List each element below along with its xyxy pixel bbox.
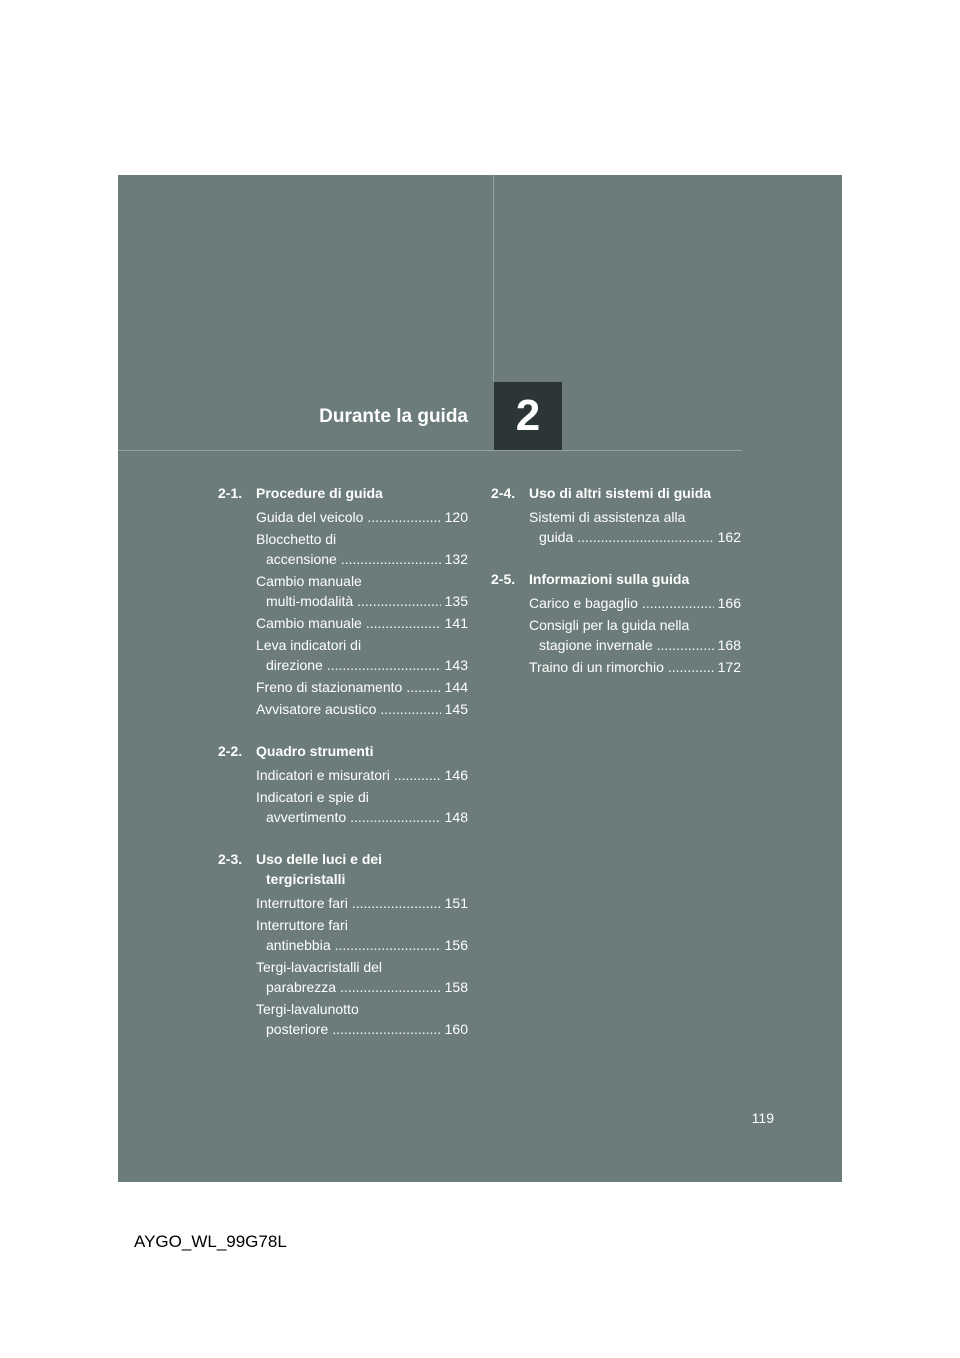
section-title (256, 849, 468, 889)
entry-title-line1: Indicatori e spie di (256, 789, 369, 805)
toc-entry[interactable] (256, 915, 468, 955)
dot-leader (668, 657, 714, 677)
entry-row (256, 893, 468, 913)
entry-page-number: 145 (444, 701, 468, 717)
section-number: 2-4. (491, 485, 516, 501)
entry-title: avvertimento (266, 809, 347, 825)
dot-leader (327, 655, 441, 675)
section-title-text: Quadro strumenti (256, 743, 374, 759)
entry-row (529, 635, 741, 655)
entry-row (256, 613, 468, 633)
entry-title: parabrezza (266, 979, 337, 995)
toc-section (491, 569, 741, 677)
entry-row (256, 935, 468, 955)
entry-title: multi-modalità (266, 593, 354, 609)
toc-section (491, 483, 741, 547)
section-title-text: Uso delle luci e dei (256, 851, 383, 867)
toc-section (218, 741, 468, 827)
entry-page-number: 156 (444, 937, 468, 953)
dot-leader (366, 613, 441, 633)
toc-entry[interactable] (529, 593, 741, 613)
toc-entry[interactable] (256, 999, 468, 1039)
section-title (529, 483, 741, 503)
toc-entry[interactable] (256, 677, 468, 697)
dot-leader (394, 765, 441, 785)
dot-leader (367, 507, 440, 527)
entry-page-number: 148 (444, 809, 468, 825)
entry-row (529, 657, 741, 677)
section-number: 2-1. (218, 485, 243, 501)
document-code: AYGO_WL_99G78L (134, 1232, 287, 1251)
toc-column-left (218, 483, 468, 1061)
entry-row (256, 807, 468, 827)
entry-title: accensione (266, 551, 337, 567)
entry-page-number: 120 (444, 509, 468, 525)
entry-title-line1: Leva indicatori di (256, 637, 362, 653)
entry-row (256, 591, 468, 611)
section-heading (218, 849, 468, 889)
entry-row (256, 1019, 468, 1039)
dot-leader (577, 527, 713, 547)
entry-row (256, 765, 468, 785)
toc-entry[interactable] (256, 699, 468, 719)
entry-page-number: 158 (444, 979, 468, 995)
section-title (256, 483, 468, 503)
toc-entry[interactable] (256, 529, 468, 569)
dot-leader (642, 593, 714, 613)
entry-title: Cambio manuale (256, 615, 362, 631)
toc-entry[interactable] (529, 507, 741, 547)
toc-entry[interactable] (256, 893, 468, 913)
entry-row (256, 677, 468, 697)
entry-title-line1: Interruttore fari (256, 917, 348, 933)
toc-section (218, 849, 468, 1039)
entry-page-number: 151 (444, 895, 468, 911)
entry-page-number: 141 (444, 615, 468, 631)
dot-leader (352, 893, 441, 913)
entry-title: antinebbia (266, 937, 331, 953)
chapter-title: Durante la guida (319, 406, 468, 427)
entry-page-number: 168 (717, 637, 741, 653)
entry-row (256, 549, 468, 569)
entry-list (256, 893, 468, 1039)
entry-list (256, 507, 468, 719)
toc-entry[interactable] (529, 657, 741, 677)
entry-title: Indicatori e misuratori (256, 767, 390, 783)
entry-list (256, 765, 468, 827)
entry-title: guida (539, 529, 574, 545)
toc-column-right (491, 483, 741, 699)
entry-title: Carico e bagaglio (529, 595, 638, 611)
dot-leader (350, 807, 440, 827)
entry-list (529, 593, 741, 677)
entry-page-number: 135 (444, 593, 468, 609)
entry-page-number: 172 (717, 659, 741, 675)
entry-title: posteriore (266, 1021, 329, 1037)
entry-page-number: 146 (444, 767, 468, 783)
entry-title: Guida del veicolo (256, 509, 364, 525)
entry-row (529, 527, 741, 547)
entry-title-line1: Blocchetto di (256, 531, 337, 547)
section-heading (491, 569, 741, 589)
entry-title: Freno di stazionamento (256, 679, 403, 695)
section-title-continued: tergicristalli (266, 871, 346, 887)
dot-leader (335, 935, 441, 955)
dot-leader (340, 977, 441, 997)
toc-entry[interactable] (256, 635, 468, 675)
toc-entry[interactable] (529, 615, 741, 655)
section-heading (218, 741, 468, 761)
chapter-number: 2 (515, 391, 541, 440)
chapter-number-box (494, 382, 562, 450)
section-title-text: Procedure di guida (256, 485, 383, 501)
section-heading (491, 483, 741, 503)
section-number: 2-5. (491, 571, 516, 587)
entry-title: Interruttore fari (256, 895, 348, 911)
entry-title: Avvisatore acustico (256, 701, 377, 717)
entry-title-line1: Sistemi di assistenza alla (529, 509, 686, 525)
entry-page-number: 166 (717, 595, 741, 611)
entry-title: stagione invernale (539, 637, 653, 653)
toc-entry[interactable] (256, 507, 468, 527)
entry-row (529, 593, 741, 613)
toc-entry[interactable] (256, 765, 468, 785)
page-number: 119 (751, 1110, 774, 1126)
entry-title: Traino di un rimorchio (529, 659, 664, 675)
entry-row (256, 507, 468, 527)
entry-title-line1: Cambio manuale (256, 573, 362, 589)
entry-title-line1: Consigli per la guida nella (529, 617, 690, 633)
entry-title: direzione (266, 657, 323, 673)
vertical-divider (493, 175, 494, 382)
toc-entry[interactable] (256, 613, 468, 633)
dot-leader (341, 549, 441, 569)
section-title (529, 569, 741, 589)
section-title (256, 741, 468, 761)
toc-section (218, 483, 468, 719)
dot-leader (657, 635, 714, 655)
entry-page-number: 162 (717, 529, 741, 545)
dot-leader (380, 699, 440, 719)
horizontal-divider (118, 450, 742, 451)
entry-title-line1: Tergi-lavalunotto (256, 1001, 359, 1017)
dot-leader (332, 1019, 440, 1039)
entry-title-line1: Tergi-lavacristalli del (256, 959, 383, 975)
section-number: 2-3. (218, 851, 243, 867)
entry-row (256, 655, 468, 675)
entry-row (256, 699, 468, 719)
section-title-text: Informazioni sulla guida (529, 571, 690, 587)
dot-leader (357, 591, 441, 611)
entry-page-number: 160 (444, 1021, 468, 1037)
toc-entry[interactable] (256, 571, 468, 611)
entry-page-number: 144 (444, 679, 468, 695)
toc-entry[interactable] (256, 787, 468, 827)
entry-page-number: 132 (444, 551, 468, 567)
section-number: 2-2. (218, 743, 243, 759)
section-heading (218, 483, 468, 503)
toc-entry[interactable] (256, 957, 468, 997)
dot-leader (406, 677, 440, 697)
section-title-text: Uso di altri sistemi di guida (529, 485, 712, 501)
entry-row (256, 977, 468, 997)
entry-page-number: 143 (444, 657, 468, 673)
entry-list (529, 507, 741, 547)
